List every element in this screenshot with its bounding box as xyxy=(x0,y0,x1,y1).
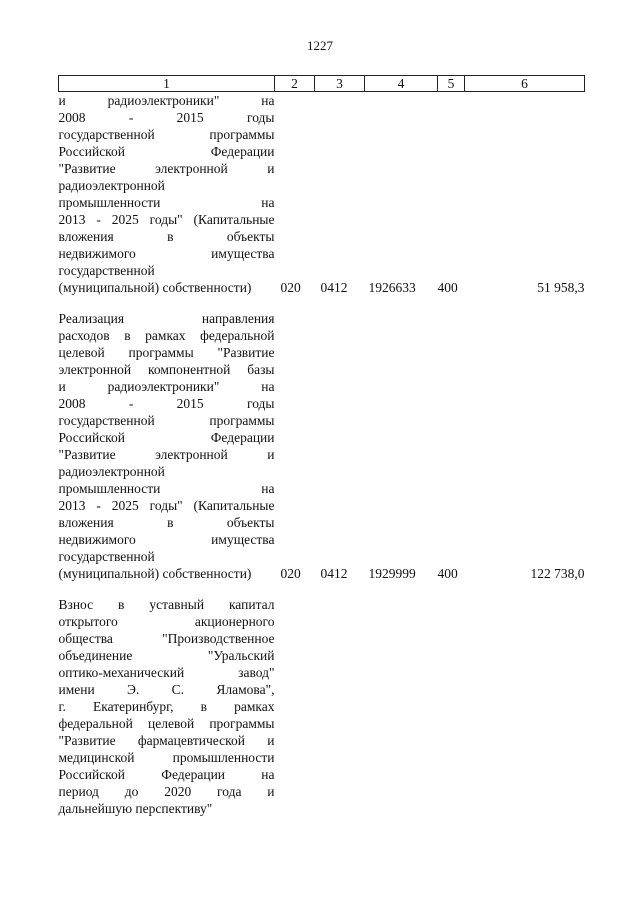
description-line: дальнейшую перспективу" xyxy=(58,801,213,816)
description-line: 2008 - 2015 годы xyxy=(58,396,275,411)
description-line: имени Э. С. Яламова", xyxy=(58,682,275,697)
column-header-1: 1 xyxy=(59,76,275,92)
row-description xyxy=(59,310,275,582)
description-line: недвижимого имущества xyxy=(58,246,275,261)
table-row xyxy=(59,310,585,582)
description-line: "Развитие электронной и xyxy=(58,447,275,462)
description-line: радиоэлектронной xyxy=(58,464,165,479)
description-line: Взнос в уставный капитал xyxy=(58,597,275,612)
description-line: (муниципальной) собственности) xyxy=(58,566,252,581)
amount-value: 122 738,0 xyxy=(530,566,585,581)
column-header-6: 6 xyxy=(465,76,585,92)
description-line: радиоэлектронной xyxy=(58,178,165,193)
description-line: государственной программы xyxy=(58,127,275,142)
amount-value xyxy=(465,596,585,817)
description-line: Российской Федерации xyxy=(58,144,275,159)
description-line: открытого акционерного xyxy=(58,614,275,629)
description-line: 2013 - 2025 годы" (Капитальные xyxy=(58,212,275,227)
description-line: государственной xyxy=(58,263,155,278)
description-line: вложения в объекты xyxy=(58,229,275,244)
description-line: 2008 - 2015 годы xyxy=(58,110,275,125)
description-line: "Развитие фармацевтической и xyxy=(58,733,275,748)
description-line: "Развитие электронной и xyxy=(58,161,275,176)
section-code: 0412 xyxy=(320,566,348,581)
table-row xyxy=(59,92,585,297)
description-line: общества "Производственное xyxy=(58,631,275,646)
ministry-code: 020 xyxy=(280,566,301,581)
target-article-code: 1926633 xyxy=(368,280,416,295)
header-row xyxy=(59,76,585,92)
table-row xyxy=(59,596,585,817)
description-line: период до 2020 года и xyxy=(58,784,275,799)
row-description xyxy=(59,596,275,817)
description-line: (муниципальной) собственности) xyxy=(58,280,252,295)
amount-value: 51 958,3 xyxy=(537,280,585,295)
description-line: г. Екатеринбург, в рамках xyxy=(58,699,275,714)
description-line: и радиоэлектроники" на xyxy=(58,379,275,394)
column-header-4: 4 xyxy=(365,76,438,92)
description-line: медицинской промышленности xyxy=(58,750,275,765)
table-body xyxy=(59,92,585,818)
description-line: электронной компонентной базы xyxy=(58,362,275,377)
ministry-code: 020 xyxy=(280,280,301,295)
table-header xyxy=(59,76,585,92)
expense-type-code xyxy=(438,596,465,817)
section-code xyxy=(315,596,365,817)
expense-type-code: 400 xyxy=(437,566,458,581)
column-header-3: 3 xyxy=(315,76,365,92)
description-line: промышленности на xyxy=(58,195,275,210)
description-line: целевой программы "Развитие xyxy=(58,345,275,360)
description-line: оптико-механический завод" xyxy=(58,665,275,680)
target-article-code xyxy=(365,596,438,817)
target-article-code: 1929999 xyxy=(368,566,416,581)
description-line: промышленности на xyxy=(58,481,275,496)
row-description xyxy=(59,92,275,297)
description-line: расходов в рамках федеральной xyxy=(58,328,275,343)
column-header-5: 5 xyxy=(438,76,465,92)
column-header-2: 2 xyxy=(275,76,315,92)
description-line: Российской Федерации xyxy=(58,430,275,445)
description-line: вложения в объекты xyxy=(58,515,275,530)
description-line: Реализация направления xyxy=(58,311,275,326)
description-line: Российской Федерации на xyxy=(58,767,275,782)
budget-table xyxy=(58,75,585,817)
description-line: 2013 - 2025 годы" (Капитальные xyxy=(58,498,275,513)
description-line: и радиоэлектроники" на xyxy=(58,93,275,108)
description-line: объединение "Уральский xyxy=(58,648,275,663)
row-spacer xyxy=(59,582,585,596)
description-line: государственной программы xyxy=(58,413,275,428)
description-line: федеральной целевой программы xyxy=(58,716,275,731)
description-line: государственной xyxy=(58,549,155,564)
section-code: 0412 xyxy=(320,280,348,295)
description-line: недвижимого имущества xyxy=(58,532,275,547)
row-spacer xyxy=(59,296,585,310)
ministry-code xyxy=(275,596,315,817)
page-number: 1227 xyxy=(307,38,333,53)
expense-type-code: 400 xyxy=(437,280,458,295)
